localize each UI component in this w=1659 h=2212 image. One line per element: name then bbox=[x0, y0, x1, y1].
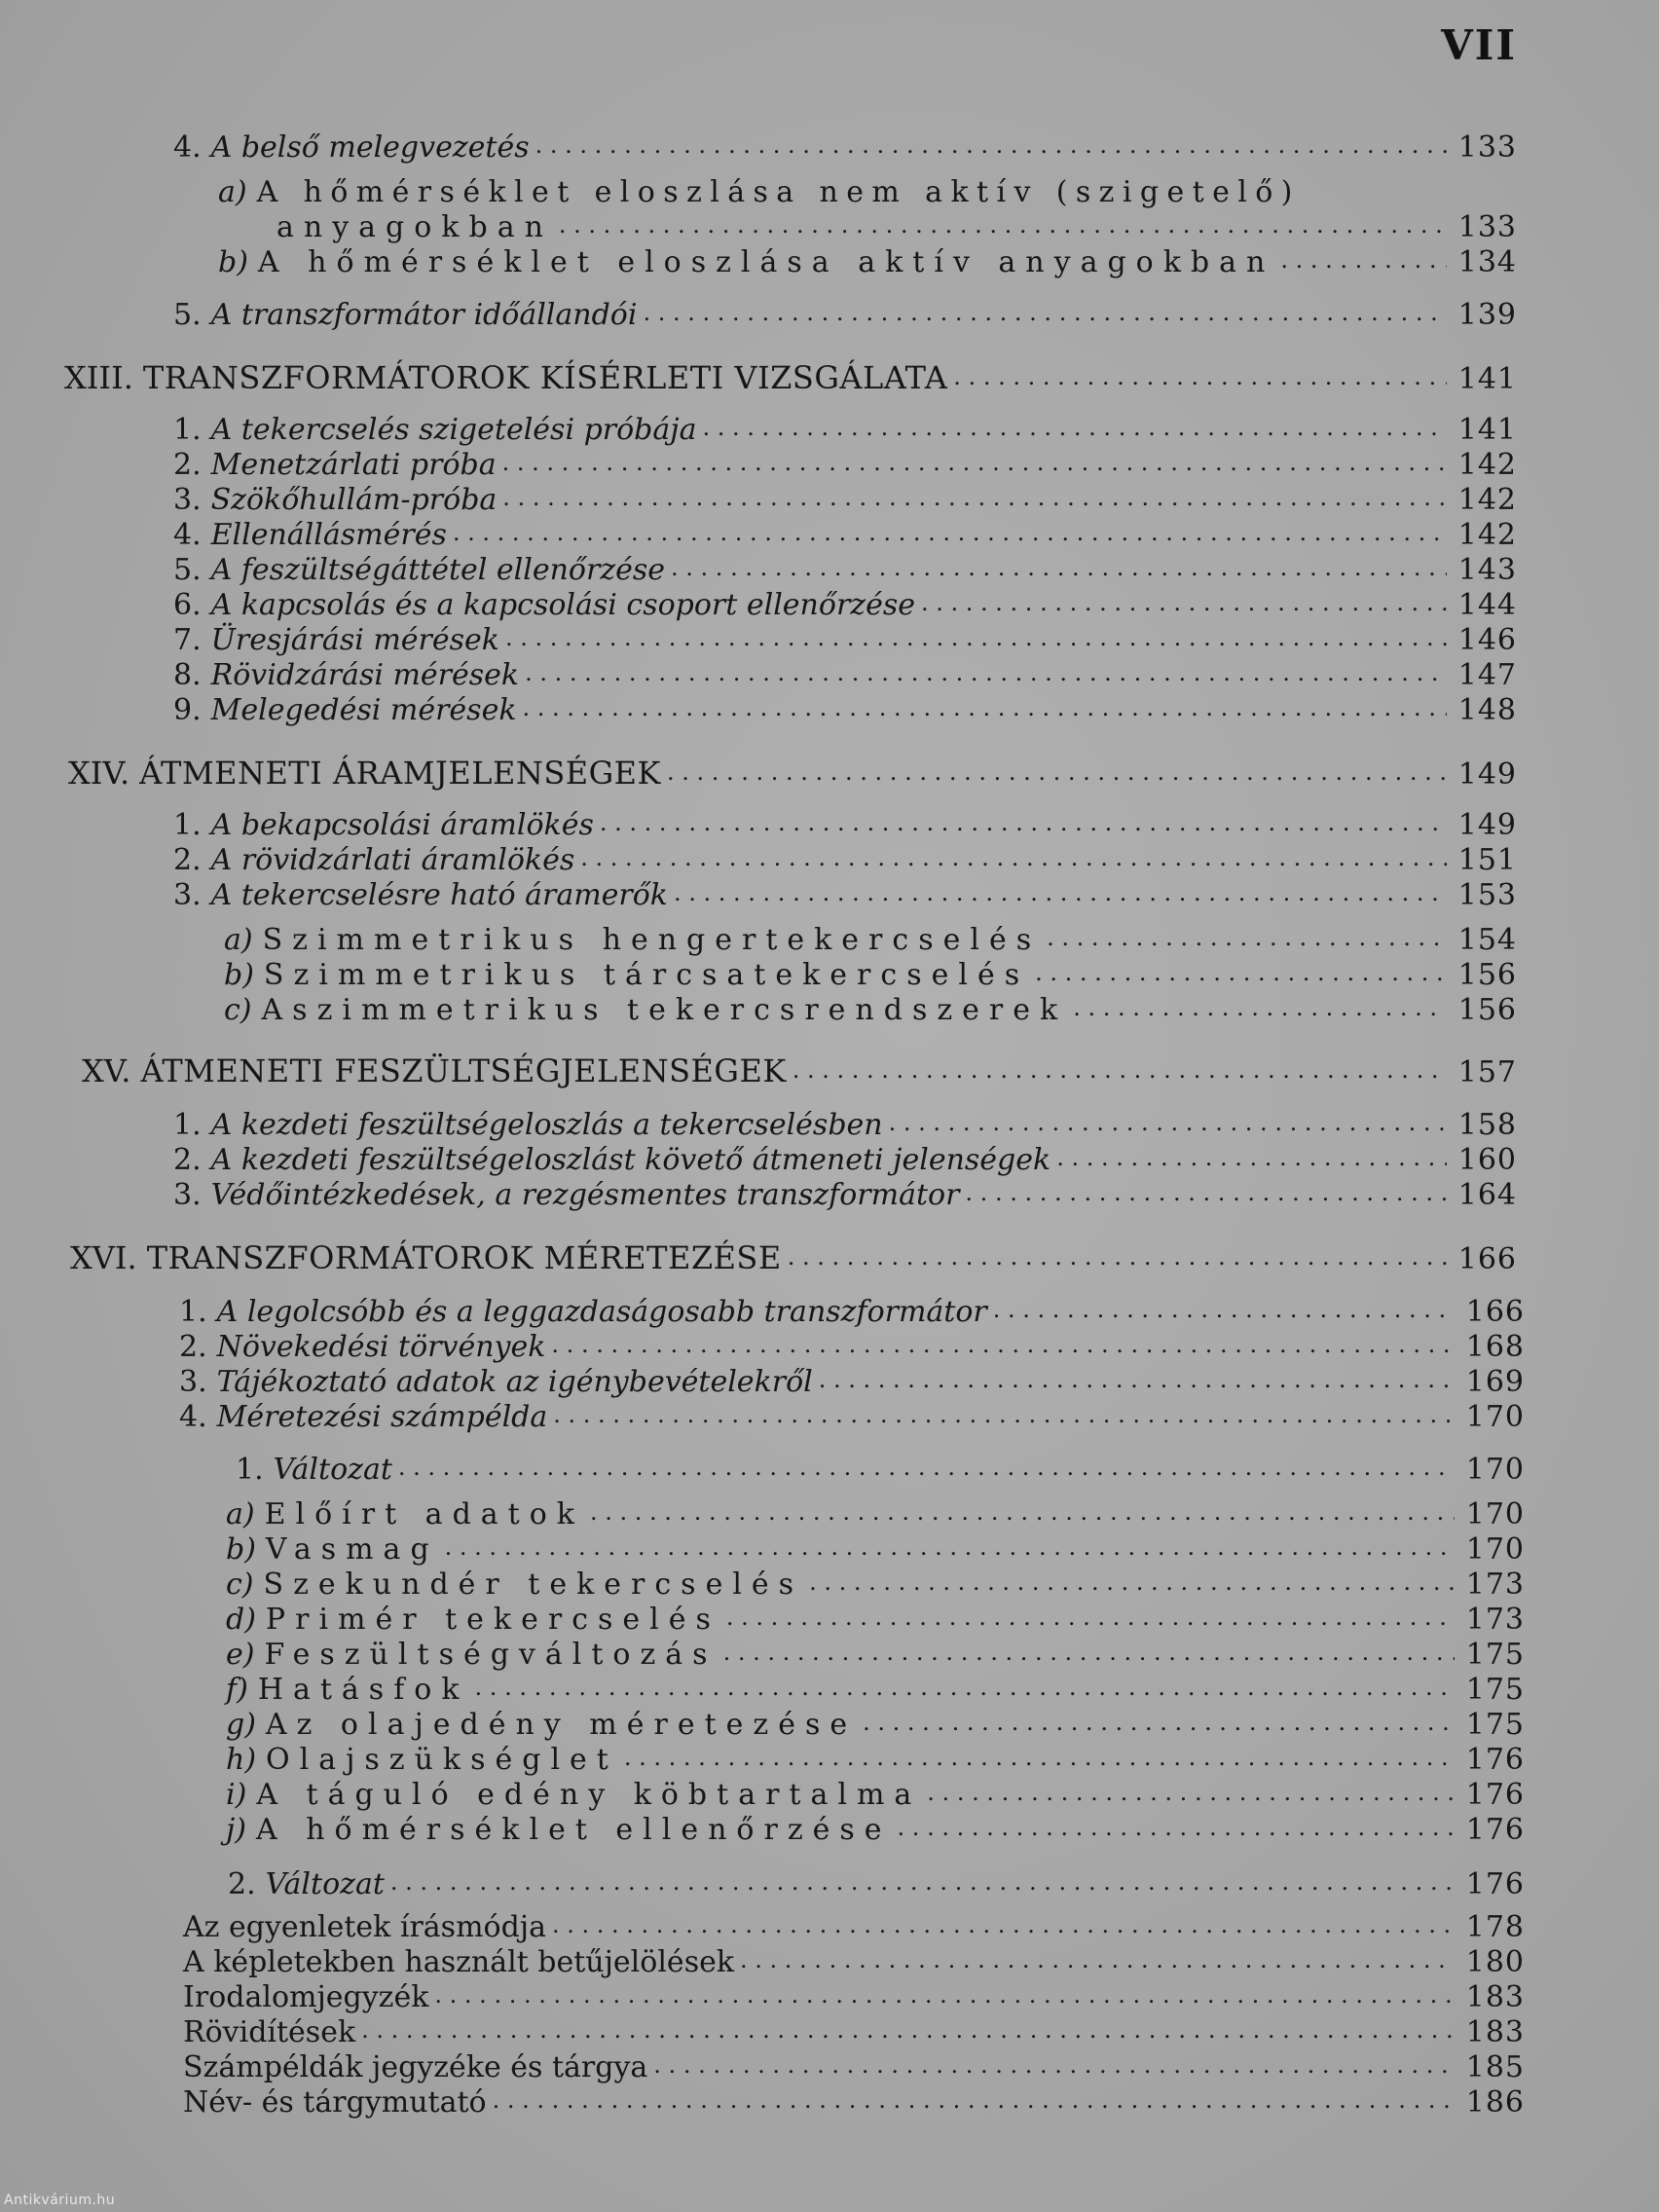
leader-dots bbox=[898, 1809, 1455, 1845]
entry-number: a) bbox=[226, 1497, 255, 1531]
entry-title: A képletekben használt betűjelölések bbox=[183, 1945, 735, 1979]
leader-dots bbox=[553, 1396, 1455, 1432]
page-number: VII bbox=[1441, 21, 1517, 69]
entry-title: A feszültségáttétel ellenőrzése bbox=[210, 553, 666, 587]
entry-page: 176 bbox=[1465, 1743, 1525, 1777]
chapter-number: XIV. bbox=[68, 755, 130, 792]
entry-title: Az olajedény méretezése bbox=[265, 1708, 858, 1742]
leader-dots bbox=[674, 874, 1447, 910]
toc-entry bbox=[173, 693, 1517, 729]
leader-dots bbox=[1073, 989, 1447, 1025]
leader-dots bbox=[819, 1361, 1455, 1397]
entry-page: 149 bbox=[1457, 757, 1517, 792]
entry-title: A hőmérséklet ellenőrzése bbox=[256, 1813, 892, 1847]
leader-dots bbox=[551, 1326, 1455, 1362]
toc-entry bbox=[226, 1813, 1525, 1849]
entry-title: A kezdeti feszültségeloszlás a tekercselésben bbox=[210, 1108, 883, 1142]
entry-number: d) bbox=[226, 1603, 256, 1637]
entry-title: Az egyenletek írásmódja bbox=[183, 1910, 546, 1944]
entry-number: b) bbox=[218, 245, 248, 279]
entry-number: 3. bbox=[173, 1178, 202, 1212]
entry-title: Szekundér tekercselés bbox=[263, 1567, 804, 1602]
entry-title: Hatásfok bbox=[257, 1673, 469, 1707]
entry-title: Olajszükséglet bbox=[266, 1743, 618, 1777]
toc-entry bbox=[224, 993, 1517, 1029]
entry-number: j) bbox=[226, 1813, 247, 1847]
entry-number: 7. bbox=[173, 623, 202, 657]
entry-title: A hőmérséklet eloszlása nem aktív (szigetelő) bbox=[256, 175, 1301, 209]
toc-entry bbox=[218, 245, 1517, 281]
entry-number: 1. bbox=[173, 1108, 202, 1142]
entry-number: c) bbox=[226, 1567, 254, 1602]
entry-page: 146 bbox=[1457, 623, 1517, 657]
entry-title: Szimmetrikus hengertekercselés bbox=[262, 923, 1042, 957]
entry-title: Változat bbox=[273, 1453, 392, 1487]
entry-page: 142 bbox=[1457, 483, 1517, 517]
entry-number: 2. bbox=[228, 1867, 256, 1901]
entry-title: Szimmetrikus tárcsatekercselés bbox=[263, 958, 1030, 992]
entry-number: c) bbox=[224, 993, 252, 1027]
entry-title: Változat bbox=[265, 1867, 385, 1901]
entry-title: Rövidzárási mérések bbox=[210, 658, 520, 692]
entry-page: 133 bbox=[1457, 130, 1517, 165]
entry-number: h) bbox=[226, 1743, 257, 1777]
toc-entry bbox=[179, 1400, 1525, 1436]
entry-number: f) bbox=[226, 1673, 248, 1707]
entry-page: 157 bbox=[1457, 1055, 1517, 1089]
chapter-title: TRANSZFORMÁTOROK MÉRETEZÉSE bbox=[146, 1239, 782, 1276]
entry-page: 170 bbox=[1465, 1453, 1525, 1487]
chapter-number: XV. bbox=[82, 1052, 131, 1089]
entry-title: Növekedési törvények bbox=[216, 1330, 546, 1364]
entry-page: 142 bbox=[1457, 448, 1517, 482]
entry-title: Feszültségváltozás bbox=[264, 1638, 718, 1672]
entry-title: Előírt adatok bbox=[264, 1497, 584, 1531]
entry-page: 180 bbox=[1465, 1945, 1525, 1979]
toc-entry bbox=[173, 878, 1517, 914]
leader-dots bbox=[580, 839, 1447, 875]
leader-dots bbox=[726, 1599, 1455, 1635]
entry-page: 154 bbox=[1457, 923, 1517, 957]
entry-number: 6. bbox=[173, 588, 202, 622]
entry-page: 170 bbox=[1465, 1400, 1525, 1434]
toc-entry bbox=[228, 1867, 1525, 1903]
leader-dots bbox=[525, 654, 1447, 690]
entry-page: 148 bbox=[1457, 693, 1517, 727]
entry-page: 169 bbox=[1465, 1365, 1525, 1399]
entry-page: 164 bbox=[1457, 1178, 1517, 1212]
entry-title: Primér tekercselés bbox=[265, 1603, 720, 1637]
entry-title: Méretezési számpélda bbox=[216, 1400, 548, 1434]
entry-page: 173 bbox=[1465, 1603, 1525, 1637]
entry-number: 3. bbox=[179, 1365, 207, 1399]
entry-page: 183 bbox=[1465, 1980, 1525, 2014]
entry-page: 175 bbox=[1465, 1673, 1525, 1707]
entry-number: 4. bbox=[173, 518, 202, 552]
leader-dots bbox=[723, 1634, 1455, 1670]
entry-page: 139 bbox=[1457, 298, 1517, 332]
entry-title: A tekercselésre ható áramerők bbox=[210, 878, 668, 912]
entry-number: 1. bbox=[179, 1295, 207, 1329]
leader-dots bbox=[502, 444, 1447, 480]
entry-title: Menetzárlati próba bbox=[210, 448, 497, 482]
leader-dots bbox=[965, 1174, 1447, 1210]
entry-page: 166 bbox=[1465, 1295, 1525, 1329]
entry-title: A táguló edény köbtartalma bbox=[256, 1778, 922, 1812]
entry-page: 147 bbox=[1457, 658, 1517, 692]
toc-chapter bbox=[82, 1053, 1517, 1091]
entry-page: 185 bbox=[1465, 2050, 1525, 2084]
entry-title: anyagokban bbox=[276, 210, 553, 244]
entry-number: a) bbox=[224, 923, 253, 957]
leader-dots bbox=[535, 127, 1447, 163]
entry-page: 134 bbox=[1457, 245, 1517, 279]
leader-dots bbox=[889, 1104, 1447, 1140]
entry-title: A belső melegvezetés bbox=[210, 130, 530, 165]
leader-dots bbox=[863, 1704, 1455, 1740]
entry-title: Védőintézkedések, a rezgésmentes transzformátor bbox=[210, 1178, 960, 1212]
entry-title: A hőmérséklet eloszlása aktív anyagokban bbox=[257, 245, 1275, 279]
toc-entry bbox=[218, 175, 1517, 210]
entry-page: 176 bbox=[1465, 1867, 1525, 1901]
entry-number: 5. bbox=[173, 298, 202, 332]
entry-page: 168 bbox=[1465, 1330, 1525, 1364]
entry-number: b) bbox=[226, 1532, 256, 1567]
leader-dots bbox=[921, 584, 1447, 620]
entry-page: 156 bbox=[1457, 993, 1517, 1027]
leader-dots bbox=[1047, 919, 1447, 955]
chapter-number: XIII. bbox=[64, 359, 133, 396]
toc-entry bbox=[173, 298, 1517, 334]
entry-page: 151 bbox=[1457, 843, 1517, 877]
entry-number: 2. bbox=[173, 448, 202, 482]
entry-page: 153 bbox=[1457, 878, 1517, 912]
entry-page: 142 bbox=[1457, 518, 1517, 552]
entry-title: A legolcsóbb és a leggazdaságosabb transzformátor bbox=[216, 1295, 987, 1329]
chapter-title: ÁTMENETI ÁRAMJELENSÉGEK bbox=[139, 755, 661, 792]
leader-dots bbox=[552, 1906, 1455, 1942]
entry-number: a) bbox=[218, 175, 247, 209]
entry-page: 166 bbox=[1457, 1242, 1517, 1276]
toc-chapter bbox=[68, 756, 1517, 793]
leader-dots bbox=[590, 1493, 1455, 1530]
entry-title: Tájékoztató adatok az igénybevételekről bbox=[216, 1365, 813, 1399]
entry-title: Aszimmetrikus tekercsrendszerek bbox=[261, 993, 1068, 1027]
leader-dots bbox=[493, 2082, 1455, 2118]
leader-dots bbox=[445, 1529, 1455, 1565]
leader-dots bbox=[1056, 1139, 1447, 1175]
entry-title: A transzformátor időállandói bbox=[210, 298, 638, 332]
leader-dots bbox=[361, 2011, 1455, 2047]
leader-dots bbox=[927, 1774, 1455, 1810]
chapter-title: ÁTMENETI FESZÜLTSÉGJELENSÉGEK bbox=[140, 1052, 787, 1089]
entry-page: 141 bbox=[1457, 362, 1517, 396]
entry-page: 141 bbox=[1457, 413, 1517, 447]
leader-dots bbox=[600, 804, 1447, 840]
entry-title: A kapcsolás és a kapcsolási csoport ellenőrzése bbox=[210, 588, 915, 622]
entry-title: Szökőhullám-próba bbox=[210, 483, 498, 517]
leader-dots bbox=[475, 1669, 1455, 1705]
entry-number: 2. bbox=[179, 1330, 207, 1364]
leader-dots bbox=[809, 1564, 1455, 1600]
toc-chapter bbox=[70, 1240, 1517, 1278]
entry-page: 133 bbox=[1457, 210, 1517, 244]
leader-dots bbox=[453, 514, 1447, 550]
entry-number: b) bbox=[224, 958, 254, 992]
leader-dots bbox=[624, 1739, 1455, 1775]
leader-dots bbox=[788, 1238, 1447, 1274]
entry-page: 144 bbox=[1457, 588, 1517, 622]
entry-page: 143 bbox=[1457, 553, 1517, 587]
entry-page: 149 bbox=[1457, 808, 1517, 842]
entry-title: Név- és tárgymutató bbox=[183, 2085, 487, 2120]
entry-title: Számpéldák jegyzéke és tárgya bbox=[183, 2050, 648, 2084]
leader-dots bbox=[398, 1449, 1455, 1485]
leader-dots bbox=[643, 294, 1447, 330]
entry-number: 3. bbox=[173, 483, 202, 517]
leader-dots bbox=[390, 1863, 1455, 1899]
entry-page: 176 bbox=[1465, 1813, 1525, 1847]
entry-title: Rövidítések bbox=[183, 2015, 356, 2049]
entry-number: 8. bbox=[173, 658, 202, 692]
entry-number: 9. bbox=[173, 693, 202, 727]
entry-page: 175 bbox=[1465, 1708, 1525, 1742]
entry-number: 2. bbox=[173, 1143, 202, 1177]
leader-dots bbox=[1035, 954, 1447, 990]
leader-dots bbox=[502, 479, 1447, 515]
entry-number: 1. bbox=[173, 413, 202, 447]
entry-page: 183 bbox=[1465, 2015, 1525, 2049]
chapter-number: XVI. bbox=[70, 1239, 137, 1276]
entry-number: i) bbox=[226, 1778, 247, 1812]
entry-title: A kezdeti feszültségeloszlást követő átmeneti jelenségek bbox=[210, 1143, 1051, 1177]
entry-number: g) bbox=[226, 1708, 256, 1742]
entry-number: 4. bbox=[173, 130, 202, 165]
entry-title: Üresjárási mérések bbox=[210, 623, 499, 657]
entry-page: 176 bbox=[1465, 1778, 1525, 1812]
leader-dots bbox=[702, 409, 1447, 445]
leader-dots bbox=[653, 2046, 1455, 2083]
entry-page: 175 bbox=[1465, 1638, 1525, 1672]
leader-dots bbox=[505, 619, 1447, 655]
entry-title: Melegedési mérések bbox=[210, 693, 517, 727]
entry-page: 160 bbox=[1457, 1143, 1517, 1177]
entry-page: 173 bbox=[1465, 1567, 1525, 1602]
entry-page: 186 bbox=[1465, 2085, 1525, 2120]
entry-title: A tekercselés szigetelési próbája bbox=[210, 413, 697, 447]
entry-page: 178 bbox=[1465, 1910, 1525, 1944]
toc-entry bbox=[236, 1453, 1525, 1489]
leader-dots bbox=[740, 1941, 1455, 1977]
entry-number: 2. bbox=[173, 843, 202, 877]
toc-entry bbox=[173, 1178, 1517, 1214]
toc-chapter bbox=[64, 360, 1517, 398]
entry-title: A bekapcsolási áramlökés bbox=[210, 808, 594, 842]
leader-dots bbox=[1280, 241, 1447, 277]
entry-page: 170 bbox=[1465, 1532, 1525, 1567]
entry-title: A rövidzárlati áramlökés bbox=[210, 843, 575, 877]
leader-dots bbox=[434, 1976, 1455, 2012]
entry-title: Ellenállásmérés bbox=[210, 518, 447, 552]
leader-dots bbox=[671, 549, 1447, 585]
entry-title: Irodalomjegyzék bbox=[183, 1980, 429, 2014]
entry-number: 3. bbox=[173, 878, 202, 912]
leader-dots bbox=[559, 206, 1447, 242]
entry-number: e) bbox=[226, 1638, 255, 1672]
leader-dots bbox=[793, 1051, 1447, 1088]
entry-page: 170 bbox=[1465, 1497, 1525, 1531]
watermark: Antikvárium.hu bbox=[4, 2193, 116, 2208]
entry-number: 1. bbox=[173, 808, 202, 842]
leader-dots bbox=[993, 1291, 1455, 1327]
leader-dots bbox=[523, 689, 1447, 725]
toc-entry bbox=[183, 2085, 1525, 2121]
toc-entry bbox=[173, 130, 1517, 166]
entry-page: 158 bbox=[1457, 1108, 1517, 1142]
entry-number: 1. bbox=[236, 1453, 264, 1487]
entry-number: 5. bbox=[173, 553, 202, 587]
entry-title: Vasmag bbox=[265, 1532, 439, 1567]
leader-dots bbox=[667, 754, 1447, 790]
leader-dots bbox=[953, 358, 1447, 394]
entry-number: 4. bbox=[179, 1400, 207, 1434]
entry-page: 156 bbox=[1457, 958, 1517, 992]
chapter-title: TRANSZFORMÁTOROK KÍSÉRLETI VIZSGÁLATA bbox=[142, 359, 948, 396]
